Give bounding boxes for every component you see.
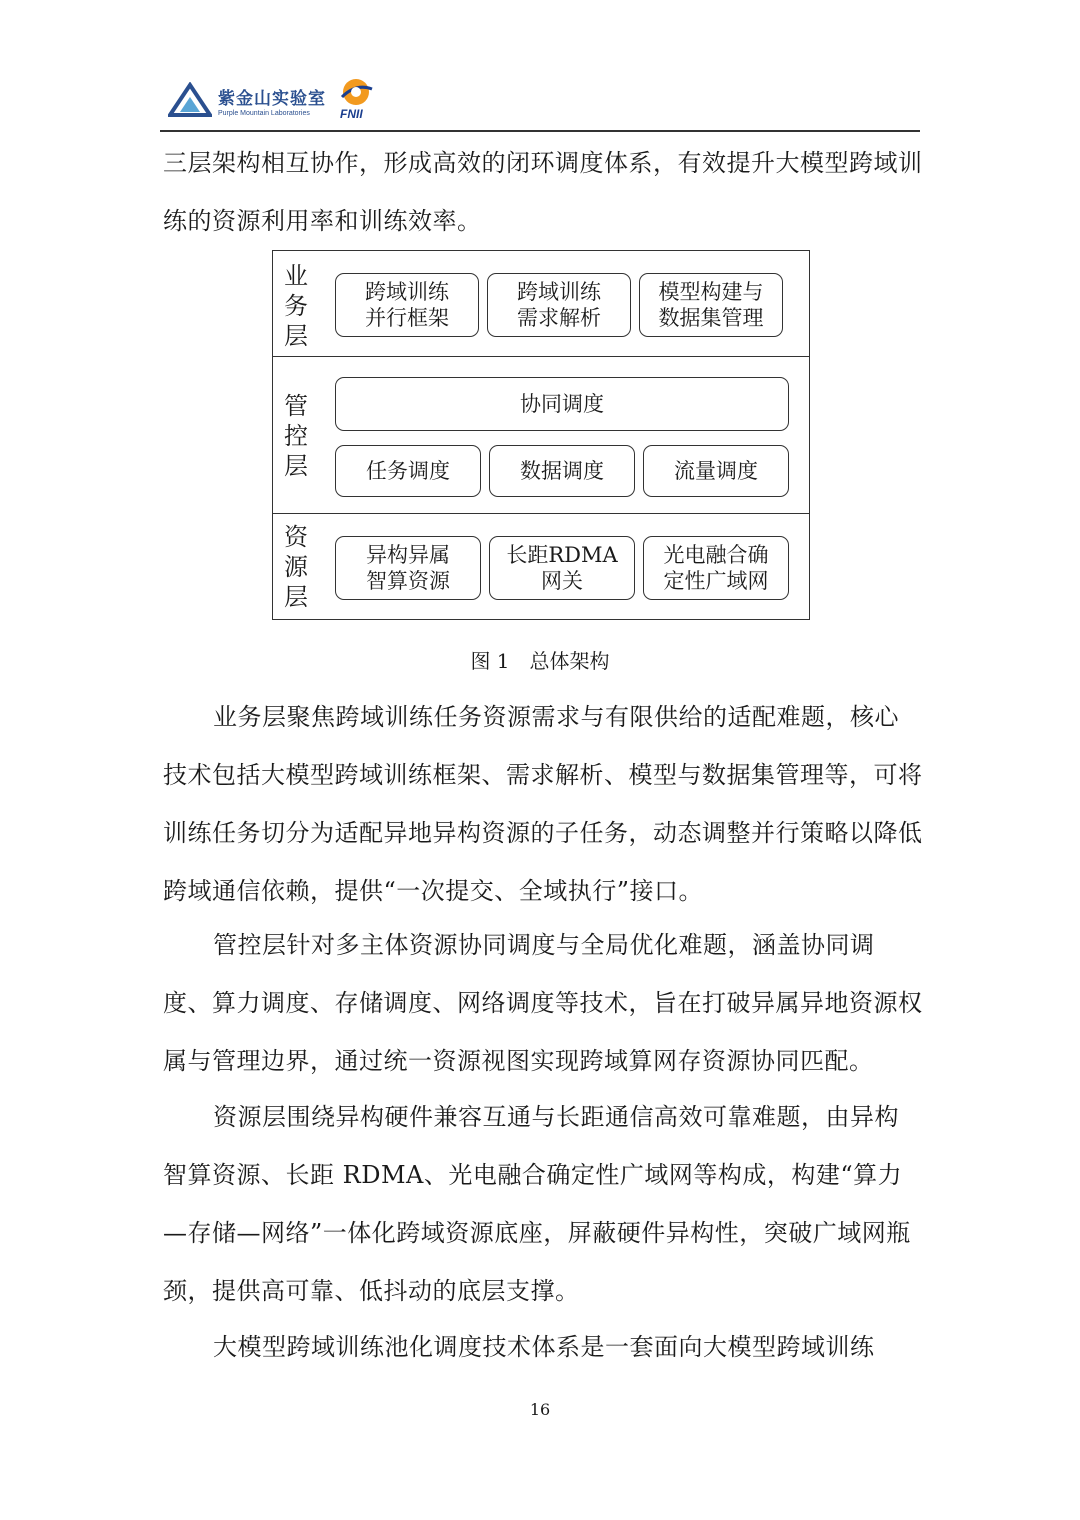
business-layer-label: 业务层 [284, 262, 308, 350]
box-task-scheduling: 任务调度 [335, 445, 481, 497]
box-line: 定性广域网 [663, 569, 769, 593]
paragraph-business-layer: 业务层聚焦跨域训练任务资源需求与有限供给的适配难题，核心技术包括大模型跨域训练框架、需求解析、模型与数据集管理等，可将训练任务切分为适配异地异构资源的子任务，动态调整并行策略以降低跨域通信依赖，提供“一次提交、全域执行”接口。 [163, 703, 923, 905]
box-deterministic-wan [643, 536, 789, 600]
box-traffic-scheduling: 流量调度 [643, 445, 789, 497]
fnii-logo-icon [334, 77, 380, 111]
box-collaborative-scheduling: 协同调度 [335, 377, 789, 431]
box-data-scheduling: 数据调度 [489, 445, 635, 497]
figure-caption: 图 1 总体架构 [470, 649, 610, 673]
box-line: 跨域训练 [365, 280, 449, 304]
box-line: 网关 [540, 569, 583, 593]
business-layer [273, 251, 809, 357]
architecture-figure [272, 250, 810, 620]
box-rdma-gateway [489, 536, 635, 600]
box-line: 智算资源 [366, 569, 450, 593]
box-parallel-framework [335, 273, 479, 337]
box-line: 跨域训练 [517, 280, 601, 304]
header-rule [160, 130, 920, 132]
resource-layer-label: 资源层 [284, 523, 308, 611]
page-number: 16 [529, 1400, 551, 1419]
box-model-dataset-management [639, 273, 783, 337]
box-line: 长距RDMA [506, 543, 618, 567]
logo-cn-text: 紫金山实验室 [218, 88, 326, 109]
control-layer [273, 357, 809, 514]
fnii-logo [334, 77, 380, 123]
box-demand-analysis [487, 273, 631, 337]
box-heterogeneous-compute [335, 536, 481, 600]
intro-paragraph: 三层架构相互协作，形成高效的闭环调度体系，有效提升大模型跨域训练的资源利用率和训练效率。 [163, 149, 923, 235]
box-line: 模型构建与 [658, 280, 764, 304]
paragraph-control-layer: 管控层针对多主体资源协同调度与全局优化难题，涵盖协同调度、算力调度、存储调度、网络调度等技术，旨在打破异属异地资源权属与管理边界，通过统一资源视图实现跨域算网存资源协同匹配。 [163, 931, 923, 1075]
resource-layer [273, 514, 809, 618]
box-line: 需求解析 [517, 306, 601, 330]
paragraph-resource-layer: 资源层围绕异构硬件兼容互通与长距通信高效可靠难题，由异构智算资源、长距 RDMA、光电融合确定性广域网等构成，构建“算力—存储—网络”一体化跨域资源底座，屏蔽硬件异构性，突破广域网瓶颈，提供高可靠、低抖动的底层支撑。 [163, 1103, 911, 1305]
purple-mountain-logo-icon [168, 82, 212, 118]
paragraph-summary: 大模型跨域训练池化调度技术体系是一套面向大模型跨域训练 [213, 1333, 875, 1361]
fnii-logo-text: FNII [340, 107, 363, 121]
box-line: 异构异属 [366, 543, 450, 567]
box-line: 光电融合确 [663, 543, 769, 567]
logo-en-text: Purple Mountain Laboratories [218, 109, 310, 117]
control-layer-label: 管控层 [284, 392, 308, 480]
logo-block [168, 74, 380, 126]
box-line: 并行框架 [365, 306, 449, 330]
box-line: 数据集管理 [658, 306, 764, 330]
page-header [160, 68, 920, 132]
